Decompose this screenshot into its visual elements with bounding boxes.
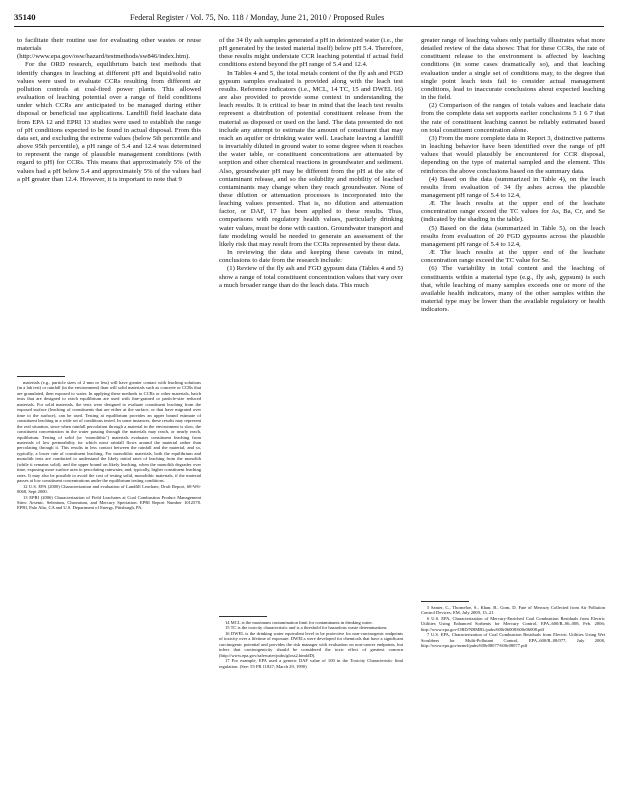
paragraph: For the ORD research, equilibrium batch test methods that identify changes in leaching at different pH and liquid/solid ratio values were used to evaluate CCRs resulting from different air pollution controls at coal-fired power plants. This allowed evaluation of leaching potential over a range of field conditions under which CCRs are anticipated to be managed during either disposal or beneficial use applications. Landfill field leachate data from EPA 12 and EPRI 13 studies were used to establish the range of pH conditions expected to be found in actual disposal. From this data set, and excluding the extreme values (below 5th percentile and above 95th percentile), a pH range of 5.4 and 12.4 was determined to represent the range of plausible management conditions (with regard to pH) for CCRs. This means that approximately 5% of the values had a pH below 5.4 and approximately 5% of the values had a pH greater than 12.4. However, it is important to note that 9 [17,61,201,183]
page-header [14,12,604,27]
footnote: 7 U.S. EPA, Characterization of Coal Combustion Residuals from Electric Utilities Using Wet Scrubbers for Multi-Pollutant Control, EPA–600/R–08/077, July 2008, http://www.epa.gov/nrmrl/pubs/600r08077/600r08077.pdf [421,632,605,649]
column-right-footnotes [421,605,605,755]
footnote: 14 MCL is the maximum contamination limit for contaminants in drinking water. [225,620,373,625]
column-middle [219,37,403,750]
column-left-footnotes [17,380,201,740]
page-number: 35140 [14,12,36,22]
paragraph: (6) The variability in total content and the leaching of constituents within a material type (e.g., fly ash, gypsum) is such that, while leaching of many samples exceeds one or more of the available health indicators, many of the other samples within the material type may be lower than the available regulatory or health indicators. [421,265,605,314]
column-right-body [421,37,605,597]
paragraph: Æ The leach results at the upper end of the leachate concentration range exceed the TC values for As, Ba, Cr, and Se (indicated by the shading in the table). [421,200,605,224]
paragraph: greater range of leaching values only partially illustrates what more detailed review of the data shows: That for these CCRs, the rate of constituent release to the environment is affected by leaching conditions (in some cases dramatically so), and that leaching evaluation under a single set of conditions may, to the degree that single point leach tests fail to consider actual management conditions, lead to inaccurate conclusions about expected leaching in the field. [421,37,605,102]
footnote: materials (e.g., particle sizes of 2 mm or less) will have greater contact with leaching solutions (in a lab test) or rainfall (in the environment) than will solid materials such as concrete or CCRs that are granulated, then exposed to water. In applying these methods to CCRs or other materials, batch tests that are designed to reach equilibrium are used with fine-grained or particle-size reduced materials. For solid materials, the tests were designed to evaluate constituent leaching from the exposed surface (leaching of constituents that are either at the surface, or that have migrated over time to the surface), can be used. Testing at equilibrium provides an upper bound estimate of constituent leaching in a wide set of conditions tested. In some instances, these results may represent the real situation, since when rainfall percolation through a material in the environment is slow, the constituent concentration in the water passing through the materials may reach, or nearly reach, equilibrium. Testing of solid (or ‘monolithic’) materials evaluates constituent leaching from materials of low permeability for which most rainfall flows around the material rather than percolating through it. This results in less contact between the rainfall and the material, and so, typically, a lower rate of constituent leaching. For monolithic materials, both the equilibrium and monolith tests are conducted to understand the likely initial rates of leaching from the monolith (while it remains solid), and the upper bound on likely leaching, when the monolith degrades over time, exposing more surface area to percolating rainwater, and, typically, higher constituent leaching rates. It may also be possible to avoid the cost of testing solid, monolithic materials, if the material passes at low constituent concentrations under the equilibrium testing conditions. [17,380,201,484]
footnote: 6 U.S. EPA, Characterization of Mercury-Enriched Coal Combustion Residuals from Electric Utilities Using Enhanced Sorbents for Mercury Control, EPA–600/R–06–008, Feb. 2006; http://www.epa.gov/ORD/NRMRL/pubs/600r06008/600r06008.pdf [421,615,605,632]
paragraph: (4) Based on the data (summarized in Table 4), on the leach results from evaluation of 34 fly ashes across the plausible management pH range of 5.4 to 12.4, [421,175,605,199]
footnote-divider [219,616,267,617]
footnote: 12 U.S. EPA (2000) Characterization and evaluation of Landfill Leachate, Draft Report, 68-W6-0068, Sept 2000. [17,483,201,495]
paragraph: In Tables 4 and 5, the total metals content of the fly ash and FGD gypsum samples evaluated is provided along with the leach test results. Reference indicators (i.e., MCL, 14 TC, 15 and DWEL 16) are also provided to provide some context in understanding the leach results. It is critical to bear in mind that the leach test results represent a distribution of potential constituent release from the material as disposed or used on the land. The data presented do not include any attempt to estimate the amount of constituent that may reach an aquifer or drinking water well. Leachate leaving a landfill is invariably diluted in ground water to some degree when it reaches the water table, or constituent concentrations are attenuated by sorption and other chemical reactions in groundwater and sediment. Also, groundwater pH may be different from the pH at the site of contaminant release, and so the solubility and mobility of leached contaminants may change when they reach groundwater. None of these dilution or attenuation processes is incorporated into the leaching values presented. That is, no dilution and attenuation factor, or DAF, 17 has been applied to these results. Thus, comparisons with regulatory health values, particularly drinking water values, must be done with caution. Groundwater transport and fate modeling would be needed to generate an assessment of the likely risk that may result from the CCRs represented by these data. [219,69,403,248]
footnote: 5 Sanier, C., Thorneloe, S., Khan, B., Gom, D. Fate of Mercury Collected from Air Pollution Control Devices, EM, July 2009, 15–21. [421,605,605,616]
paragraph: (5) Based on the data (summarized in Table 5), on the leach results from evaluation of 20 FGD gypsums across the plausible management pH range of 5.4 to 12.4, [421,224,605,248]
column-left-body [17,37,201,372]
paragraph: (1) Review of the fly ash and FGD gypsum data (Tables 4 and 5) show a range of total constituent concentration values that vary over a much broader range than do the leach data. This much [219,265,403,289]
paragraph: In reviewing the data and keeping these caveats in mind, conclusions to date from the research include: [219,249,403,265]
paragraph: (2) Comparison of the ranges of totals values and leachate data from the complete data set supports earlier conclusions 5 1 6 7 that the rate of constituent leaching cannot be reliably estimated based on total constituent concentration alone. [421,102,605,134]
footnote-divider [17,376,65,377]
footnote-divider [421,601,469,602]
column-right [421,37,605,755]
column-left [17,37,201,740]
paragraph: Æ The leach results at the upper end of the leachate concentration range exceed the TC value for Se. [421,249,605,265]
footnote: 15 TC is the toxicity characteristic and is a threshold for hazardous waste determinations. [225,625,388,631]
column-middle-footnotes [219,620,403,750]
paragraph: to facilitate their routine use for evaluating other wastes or reuse materials (http://www.epa.gov/osw/hazard/testmethods/sw846/index.htm). [17,37,201,61]
paragraph: of the 34 fly ash samples generated a pH in deionized water (i.e., the pH generated by the tested material itself) below pH 5.4. Therefore, these results might understate CCR leaching potential if actual field conditions extend beyond the pH range of 5.4 and 12.4. [219,37,403,69]
footnote: 17 For example, EPA used a generic DAF value of 100 in the Toxicity Characteristic final regulation. (See: 55 FR 11827; March 29, 1990) [219,658,403,669]
footnote: 13 EPRI (2006) Characterization of Field Leachates at Coal Combustion Product Management Sites: Arsenic, Selenium, Chromium, and Mercury Speciation. EPRI Report Number 1012578. EPRI, Palo Alto, CA and U.S. Department of Energy, Pittsburgh, PA. [17,494,201,511]
footnote: 16 DWEL is the drinking water equivalent level to be protective for non-carcinogenic endpoints of toxicity over a lifetime of exposure. DWELs were developed for chemicals that have a significant carcinogenic potential and provides the risk manager with evaluation on non-cancer endpoints, but infers that carcinogenicity should be considered the toxic effect of greatest concern (http://www.epa.gov/safewater/pubs/gloss2.html#D). [219,630,403,658]
column-middle-body [219,37,403,612]
paragraph: (3) From the more complete data in Report 3, distinctive patterns in leaching behavior have been identified over the range of pH values that would plausibly be encountered for CCR disposal, depending on the type of material sampled and the element. This reinforces the above conclusions based on the summary data. [421,134,605,175]
header-title: Federal Register / Vol. 75, No. 118 / Monday, June 21, 2010 / Proposed Rules [130,13,385,22]
